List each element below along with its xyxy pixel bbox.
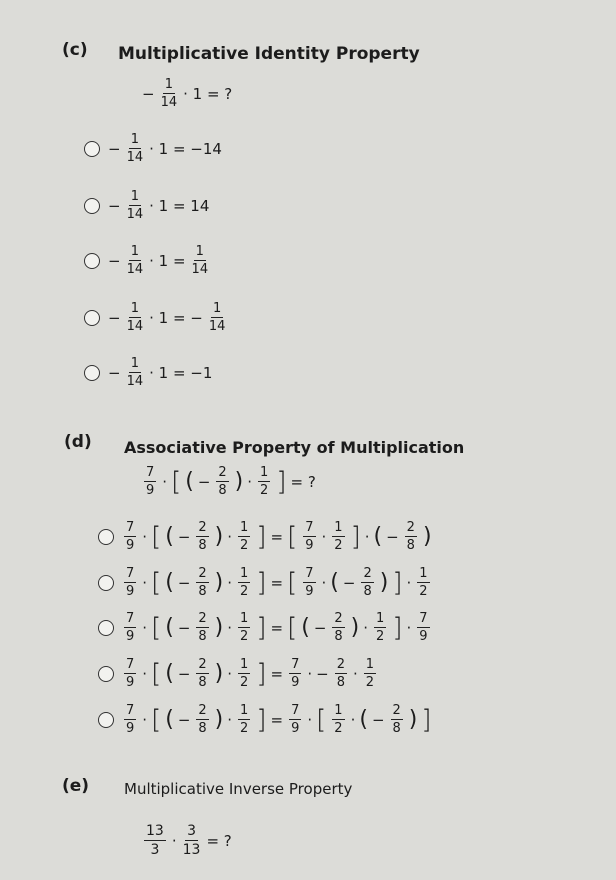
d-option-1[interactable]: $\frac{7}{9}$ · [ ( − $\frac{2}{8}$ ) · $\frac{1}{2}$ ] = [ $\frac{7}{9}$ · $\frac{1}{2}$ ] · ( − $\frac{2}{8}$ )	[98, 521, 434, 552]
radio-button[interactable]	[98, 575, 114, 591]
c-option-4[interactable]: − $\frac{1}{14}$ · 1 = − $\frac{1}{14}$	[84, 302, 229, 333]
d-option-5[interactable]: $\frac{7}{9}$ · [ ( − $\frac{2}{8}$ ) · $\frac{1}{2}$ ] = $\frac{7}{9}$ · [ $\frac{1}{2}$ · ( − $\frac{2}{8}$ ) ]	[98, 704, 434, 735]
radio-button[interactable]	[98, 529, 114, 545]
c-option-1[interactable]: − $\frac{1}{14}$ · 1 = −14	[84, 133, 224, 164]
section-e-title: Multiplicative Inverse Property	[124, 780, 353, 798]
d-question: $\frac{7}{9}$ · [ ( − $\frac{2}{8}$ ) · $\frac{1}{2}$ ] = ?	[146, 465, 316, 498]
c-option-3[interactable]: − $\frac{1}{14}$ · 1 = $\frac{1}{14}$	[84, 245, 212, 276]
radio-button[interactable]	[84, 365, 100, 381]
c-option-2[interactable]: − $\frac{1}{14}$ · 1 = 14	[84, 190, 211, 221]
section-d-label: (d)	[64, 432, 92, 452]
section-d-title: Associative Property of Multiplication	[124, 438, 465, 457]
radio-button[interactable]	[84, 141, 100, 157]
radio-button[interactable]	[84, 198, 100, 214]
radio-button[interactable]	[98, 666, 114, 682]
section-c-label: (c)	[62, 40, 88, 60]
section-c-title: Multiplicative Identity Property	[118, 44, 420, 64]
fraction: $\frac{1}{14}$	[160, 77, 178, 110]
radio-button[interactable]	[98, 620, 114, 636]
d-option-2[interactable]: $\frac{7}{9}$ · [ ( − $\frac{2}{8}$ ) · $\frac{1}{2}$ ] = [ $\frac{7}{9}$ · ( − $\frac{2}{8}$ ) ] · $\frac{1}{2}$	[98, 567, 434, 598]
e-question: $\frac{13}{3}$ · $\frac{3}{13}$ = ?	[146, 823, 232, 858]
radio-button[interactable]	[98, 712, 114, 728]
c-question: − $\frac{1}{14}$ · 1 = ?	[142, 77, 233, 110]
radio-button[interactable]	[84, 253, 100, 269]
radio-button[interactable]	[84, 310, 100, 326]
d-option-3[interactable]: $\frac{7}{9}$ · [ ( − $\frac{2}{8}$ ) · $\frac{1}{2}$ ] = [ ( − $\frac{2}{8}$ ) · $\frac{1}{2}$ ] · $\frac{7}{9}$	[98, 612, 434, 643]
d-option-4[interactable]: $\frac{7}{9}$ · [ ( − $\frac{2}{8}$ ) · $\frac{1}{2}$ ] = $\frac{7}{9}$ · − $\frac{2}{8}$ · $\frac{1}{2}$	[98, 658, 380, 689]
section-e-label: (e)	[62, 776, 90, 796]
c-option-5[interactable]: − $\frac{1}{14}$ · 1 = −1	[84, 357, 214, 388]
